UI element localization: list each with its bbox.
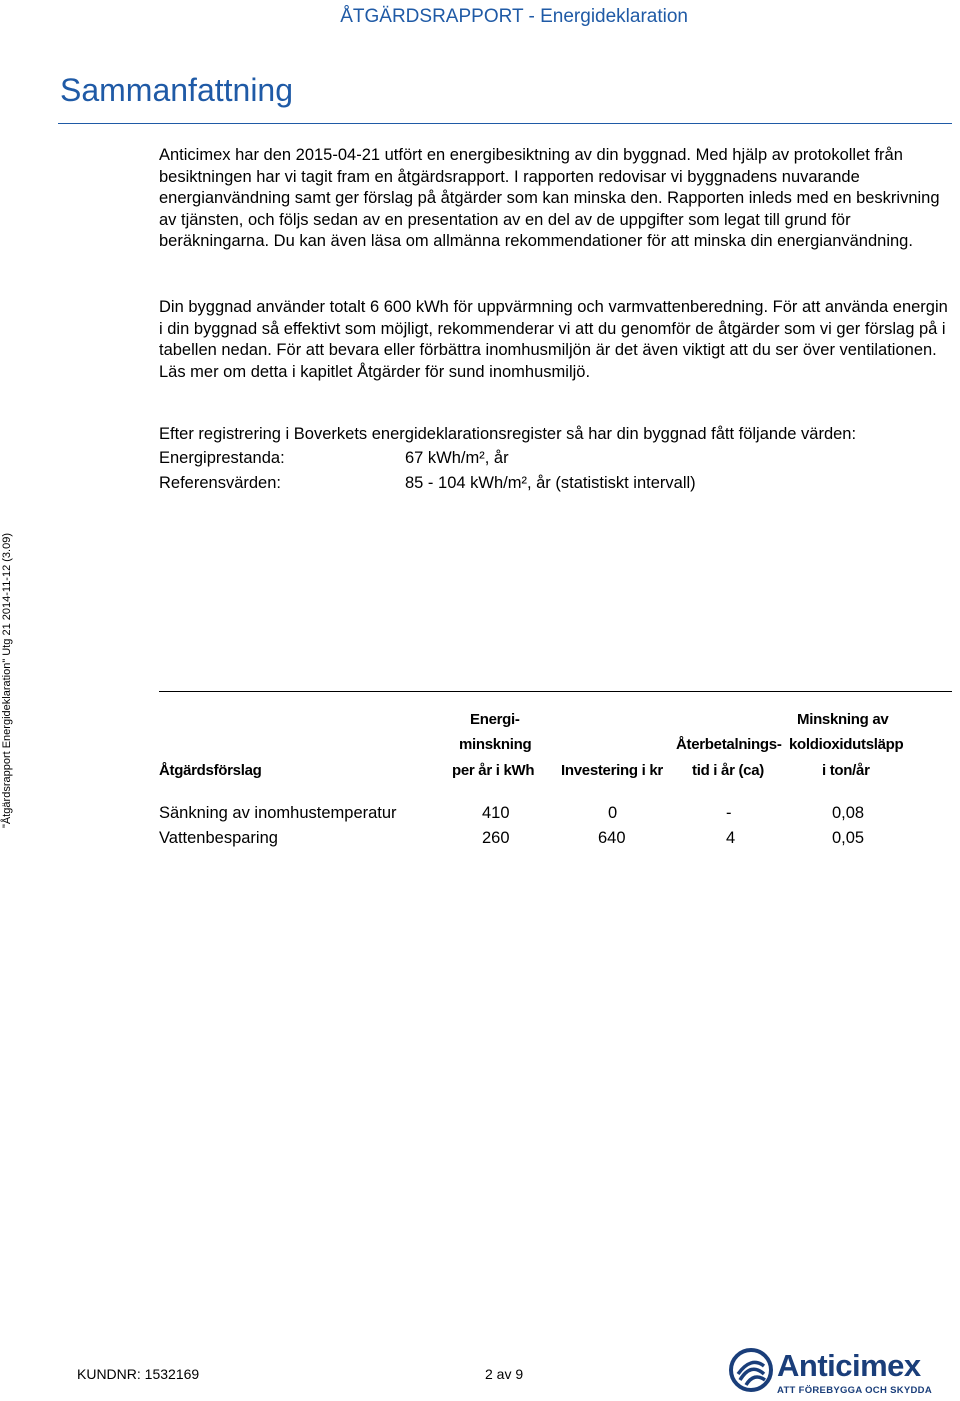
header-payback-line1: Återbetalnings- bbox=[676, 736, 782, 753]
page-number: 2 av 9 bbox=[485, 1366, 524, 1382]
header-payback-line2: tid i år (ca) bbox=[692, 762, 764, 779]
intro-paragraph bbox=[159, 145, 949, 253]
row2-energy: 260 bbox=[482, 829, 510, 847]
usage-paragraph bbox=[159, 297, 949, 383]
row2-payback: 4 bbox=[726, 829, 736, 847]
anticimex-logo-mark-icon bbox=[729, 1348, 773, 1392]
header-energy-line1: Energi- bbox=[470, 711, 520, 728]
table-top-rule bbox=[159, 691, 952, 692]
energy-performance-value: 67 kWh/m², år bbox=[405, 449, 509, 467]
header-investment: Investering i kr bbox=[561, 762, 663, 779]
header-co2-line3: i ton/år bbox=[822, 762, 870, 779]
row1-payback: - bbox=[726, 804, 732, 822]
header-measure: Åtgärdsförslag bbox=[159, 762, 262, 779]
row2-co2: 0,05 bbox=[832, 829, 865, 847]
row1-energy: 410 bbox=[482, 804, 510, 822]
usage-text: Din byggnad använder totalt 6 600 kWh för uppvärmning och varmvattenberedning. För att använda energin i din byggnad så effektivt som möjligt, rekommenderar vi att du genomför de åtgärder som vi ger förslag på i tabellen nedan. För att bevara eller förbättra inomhusmiljön är det även viktigt att du ser över ventilationen. Läs mer om detta i kapitlet Åtgärder för sund inomhusmiljö. bbox=[159, 298, 948, 381]
report-header-title: ÅTGÄRDSRAPPORT - Energideklaration bbox=[340, 6, 688, 27]
document-version-note: "Åtgärdsrapport Energideklaration" Utg 21 2014-11-12 (3.09) bbox=[1, 532, 13, 828]
energy-performance-label: Energiprestanda: bbox=[159, 449, 285, 467]
header-co2-line1: Minskning av bbox=[797, 711, 889, 728]
row1-co2: 0,08 bbox=[832, 804, 865, 822]
row1-measure: Sänkning av inomhustemperatur bbox=[159, 804, 397, 822]
logo-name: Anticimex bbox=[777, 1348, 921, 1383]
header-co2-line2: koldioxidutsläpp bbox=[789, 736, 904, 753]
intro-text: Anticimex har den 2015-04-21 utfört en energibesiktning av din byggnad. Med hjälp av protokollet från besiktningen har vi tagit fram en åtgärdsrapport. I rapporten redovisar vi byggnadens nuvarande energianvändning samt ger förslag på åtgärder som kan minska den. Rapporten inleds med en beskrivning av tjänsten, och följs sedan av en presentation av en del av de uppgifter som legat till grund för beräkningarna. Du kan även läsa om allmänna rekommendationer för att minska din energianvändning. bbox=[159, 146, 940, 250]
registry-paragraph bbox=[159, 423, 949, 445]
reference-values-value: 85 - 104 kWh/m², år (statistiskt intervall) bbox=[405, 474, 696, 492]
section-title: Sammanfattning bbox=[60, 72, 294, 108]
reference-values-label: Referensvärden: bbox=[159, 474, 281, 492]
title-divider bbox=[58, 123, 952, 124]
row1-investment: 0 bbox=[608, 804, 618, 822]
header-energy-line3: per år i kWh bbox=[452, 762, 535, 779]
row2-investment: 640 bbox=[598, 829, 626, 847]
registry-text: Efter registrering i Boverkets energideklarationsregister så har din byggnad fått följande värden: bbox=[159, 425, 857, 443]
customer-number: KUNDNR: 1532169 bbox=[77, 1366, 200, 1382]
anticimex-logo bbox=[729, 1348, 957, 1400]
row2-measure: Vattenbesparing bbox=[159, 829, 278, 847]
logo-tagline: ATT FÖREBYGGA OCH SKYDDA bbox=[777, 1385, 932, 1396]
header-energy-line2: minskning bbox=[459, 736, 532, 753]
